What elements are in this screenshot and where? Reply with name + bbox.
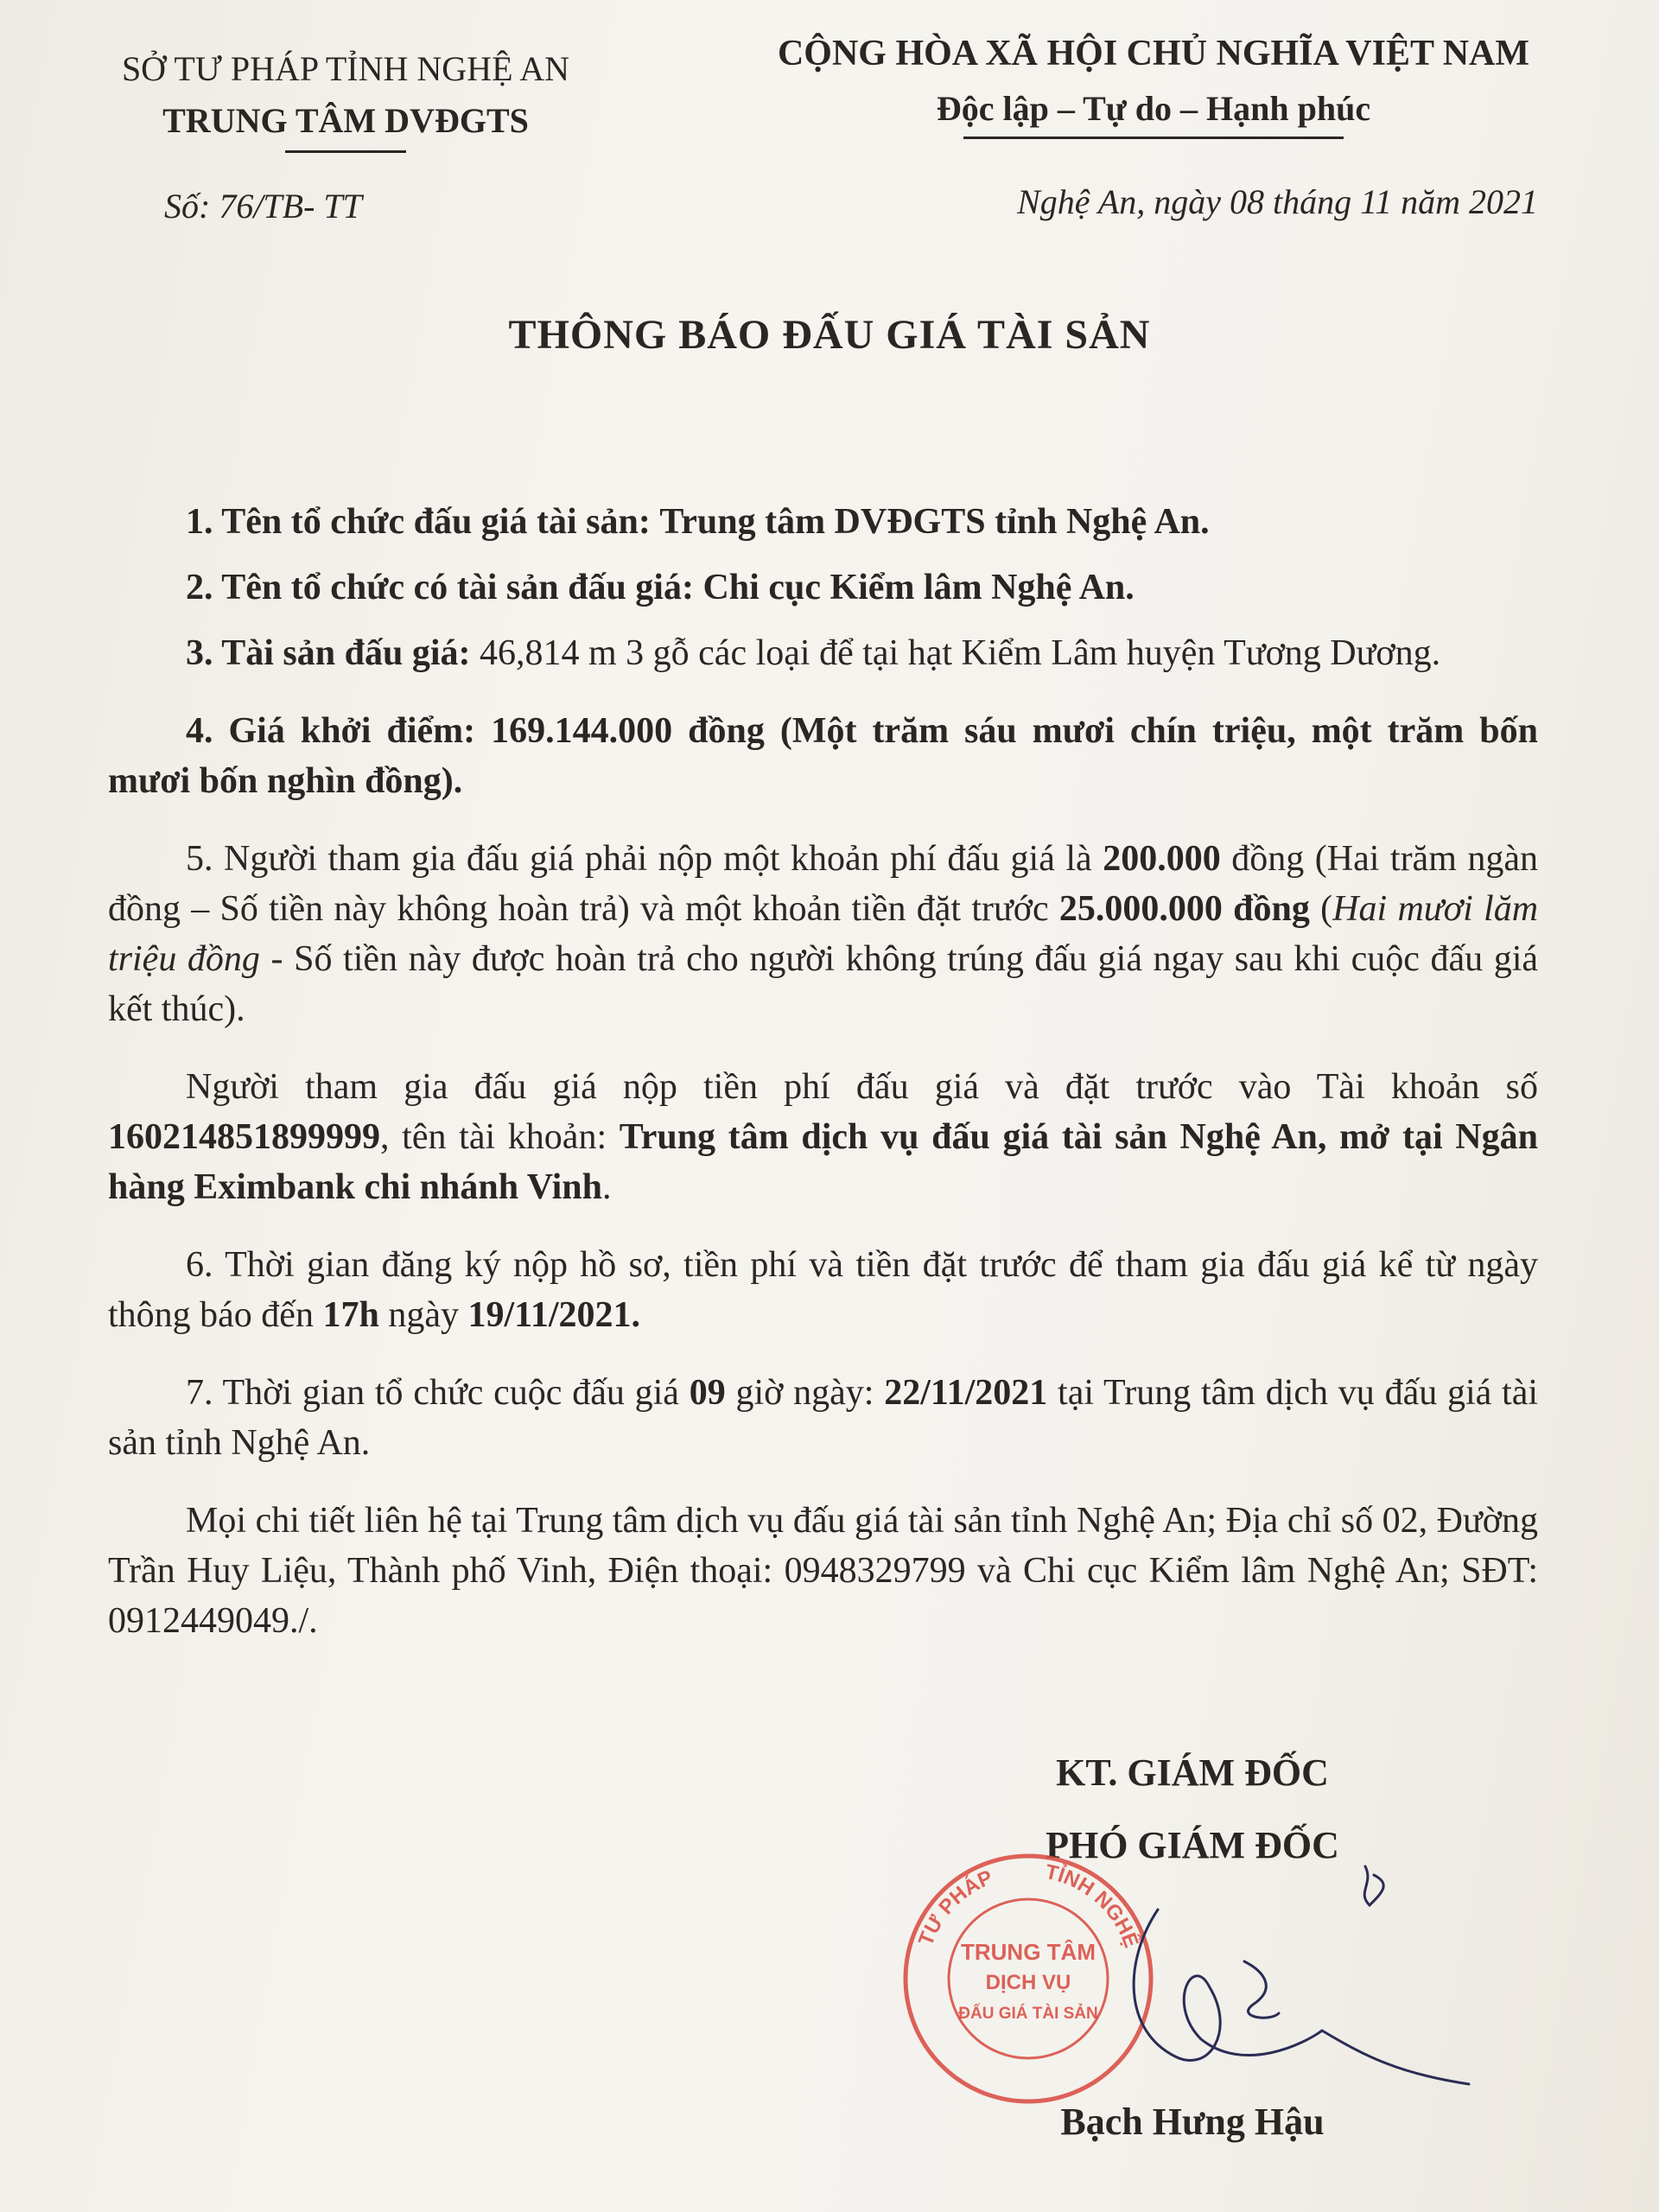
item-1-value: Trung tâm DVĐGTS tỉnh Nghệ An.: [659, 502, 1210, 542]
contact-paragraph: [108, 1496, 1538, 1646]
item-7-hour: 09: [689, 1373, 726, 1413]
account-name: Trung tâm dịch vụ đấu giá tài sản Nghệ An, mở tại Ngân hàng Eximbank chi nhánh Vinh: [108, 1117, 1538, 1207]
issuer-agency: SỞ TƯ PHÁP TỈNH NGHỆ AN: [121, 49, 570, 88]
item-2: [108, 563, 1538, 613]
item-6-text-2: ngày: [388, 1295, 459, 1335]
item-5-paren: (: [1320, 889, 1333, 929]
issuer-block: [86, 43, 605, 153]
item-6: [108, 1240, 1538, 1340]
item-5-text: 5. Người tham gia đấu giá phải nộp một khoản phí đấu giá là: [186, 839, 1092, 879]
item-4-value: 169.144.000 đồng (Một trăm sáu mươi chín triệu, một trăm bốn mươi bốn nghìn đồng).: [108, 711, 1538, 801]
document-title: THÔNG BÁO ĐẤU GIÁ TÀI SẢN: [508, 312, 1151, 358]
item-3-value: 46,814 m 3 gỗ các loại để tại hạt Kiểm Lâm huyện Tương Dương.: [480, 633, 1441, 673]
motto-underline: [963, 137, 1344, 139]
item-2-value: Chi cục Kiểm lâm Nghệ An.: [702, 568, 1135, 607]
account-text: Người tham gia đấu giá nộp tiền phí đấu giá và đặt trước vào Tài khoản số: [186, 1067, 1538, 1107]
account-end: .: [601, 1167, 612, 1207]
item-3: [108, 628, 1538, 678]
item-5-text-3: - Số tiền này được hoàn trả cho người không trúng đấu giá ngay sau khi cuộc đấu giá kết thúc).: [108, 939, 1539, 1029]
item-7-date: 22/11/2021: [884, 1373, 1048, 1413]
country-name: CỘNG HÒA XÃ HỘI CHỦ NGHĨA VIỆT NAM: [777, 34, 1530, 73]
handwritten-signature: [1106, 1858, 1503, 2117]
signer-role-1: KT. GIÁM ĐỐC: [1056, 1751, 1329, 1794]
item-7-text-3: tại Trung tâm dịch vụ đấu giá tài sản tỉnh Nghệ An.: [108, 1373, 1539, 1463]
item-6-hour: 17h: [322, 1295, 379, 1335]
item-3-label: 3. Tài sản đấu giá:: [186, 633, 471, 673]
national-motto: Độc lập – Tự do – Hạnh phúc: [936, 89, 1371, 128]
item-5-fee: 200.000: [1103, 839, 1221, 879]
signer-name: Bạch Hưng Hậu: [1060, 2101, 1325, 2143]
stamp-ring-left: TƯ PHÁP: [914, 1866, 996, 1949]
item-1: [108, 497, 1538, 547]
item-7: [108, 1368, 1538, 1468]
item-4: [108, 706, 1538, 806]
signer-role-2: PHÓ GIÁM ĐỐC: [1046, 1824, 1339, 1866]
item-5: [108, 834, 1538, 1034]
document-number: Số: 76/TB- TT: [164, 187, 362, 226]
stamp-ring-right: TỈNH NGHỆ: [1043, 1859, 1143, 1951]
item-6-text: 6. Thời gian đăng ký nộp hồ sơ, tiền phí và tiền đặt trước để tham gia đấu giá kể từ ngày thông báo đến: [108, 1245, 1538, 1335]
document-body: [108, 497, 1538, 1674]
item-2-label: 2. Tên tổ chức có tài sản đấu giá:: [186, 568, 694, 607]
item-6-date: 19/11/2021.: [467, 1295, 640, 1335]
national-header: [717, 26, 1590, 139]
item-4-label: 4. Giá khởi điểm:: [186, 711, 476, 751]
item-1-label: 1. Tên tổ chức đấu giá tài sản:: [186, 502, 651, 542]
issuer-center: TRUNG TÂM DVĐGTS: [162, 101, 529, 140]
stamp-line-1: TRUNG TÂM: [961, 1939, 1096, 1965]
item-5-deposit-words: Hai mươi lăm triệu đồng: [108, 889, 1539, 979]
item-7-text-2: giờ ngày:: [735, 1373, 874, 1413]
stamp-line-2: DỊCH VỤ: [985, 1971, 1071, 1994]
contact-text: Mọi chi tiết liên hệ tại Trung tâm dịch vụ đấu giá tài sản tỉnh Nghệ An; Địa chỉ số 02, Đường Trần Huy Liệu, Thành phố Vinh, Điện thoại: 0948329799 và Chi cục Kiểm lâm Nghệ An; SĐT: 0912449049./.: [108, 1501, 1538, 1641]
place-date: Nghệ An, ngày 08 tháng 11 năm 2021: [1017, 182, 1538, 221]
account-text-2: , tên tài khoản:: [380, 1117, 607, 1157]
item-5-text-2: đồng (Hai trăm ngàn đồng – Số tiền này không hoàn trả) và một khoản tiền đặt trước: [108, 839, 1539, 929]
account-paragraph: [108, 1062, 1538, 1212]
account-number: 160214851899999: [108, 1117, 380, 1157]
item-5-deposit: 25.000.000 đồng: [1058, 889, 1310, 929]
issuer-underline: [285, 150, 406, 153]
item-7-text: 7. Thời gian tổ chức cuộc đấu giá: [186, 1373, 679, 1413]
stamp-line-3: ĐẤU GIÁ TÀI SẢN: [958, 2005, 1098, 2023]
